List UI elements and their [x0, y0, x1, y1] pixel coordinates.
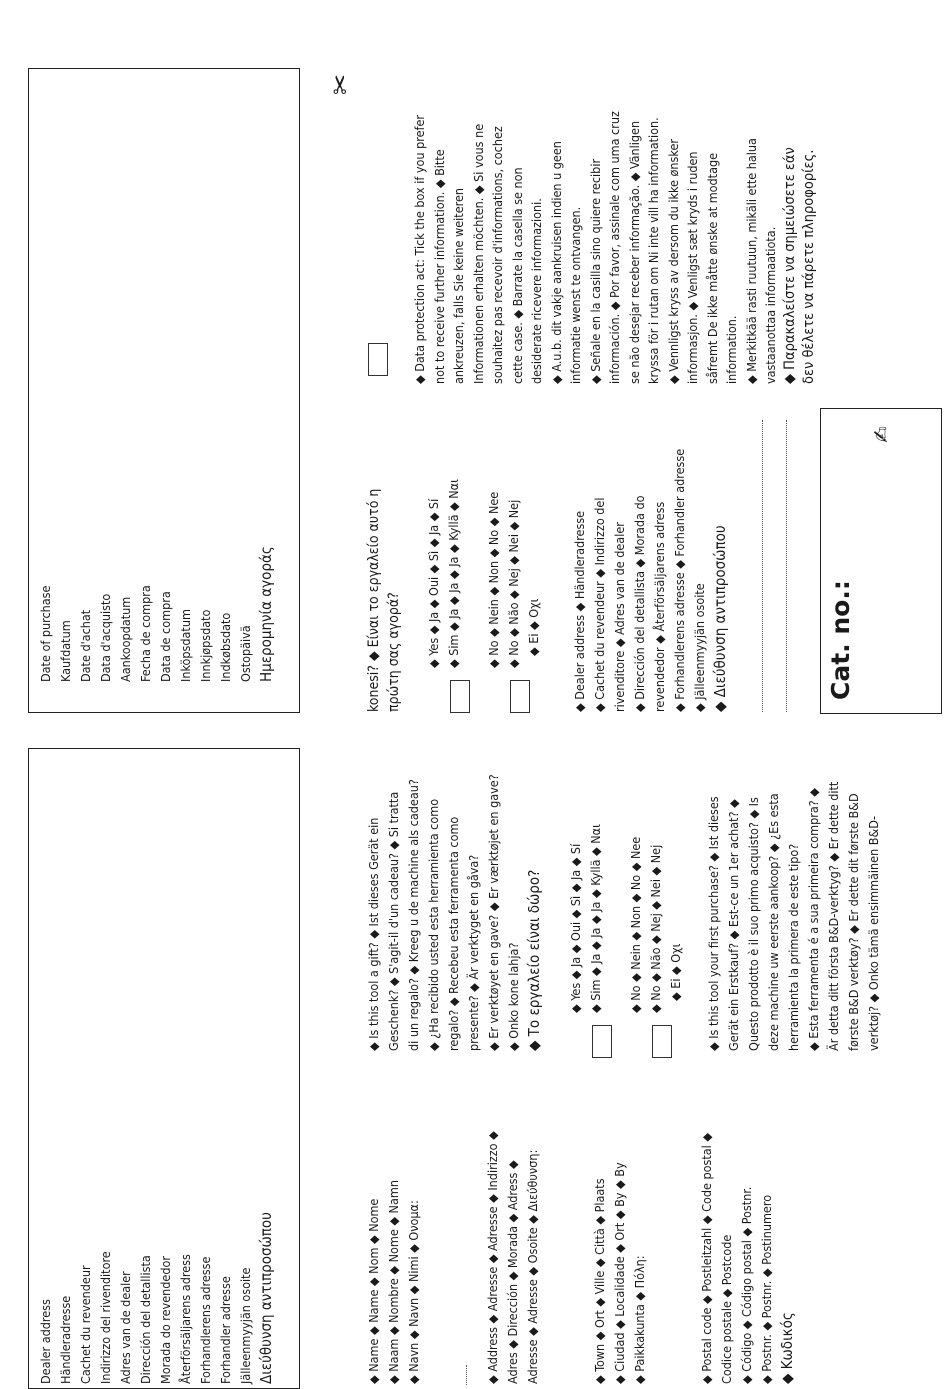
- purchase-date-line: Inköpsdatum: [178, 609, 193, 682]
- dealer-address-cont-line: ◆ Jälleenmyyjän osoite: [692, 583, 707, 712]
- first-yes-options: [424, 348, 464, 668]
- dealer-address-line: Händleradresse: [58, 1295, 73, 1384]
- gift-question-line: ◆ Onko kone lahja?: [506, 942, 521, 1051]
- first-no-options: [484, 348, 544, 668]
- data-protection-line: ◆ A.u.b. dit vakje aankruisen indien u geen: [548, 141, 564, 384]
- gift-yes-options: [566, 693, 606, 1013]
- first-no-line-2: ◆ No ◆ Não ◆ Nej ◆ Nei ◆ Nej: [506, 499, 521, 668]
- purchase-date-line: Ημερομηνία αγοράς: [257, 546, 275, 682]
- first-yes-line-1: ◆ Yes ◆ Ja ◆ Oui ◆ Sì ◆ Ja ◆ Sí: [426, 498, 441, 668]
- gift-no-line-1: ◆ No ◆ Nein ◆ Non ◆ No ◆ Nee: [628, 836, 643, 1013]
- gift-question-line: ◆ Is this tool a gift? ◆ Ist dieses Gerät ein: [366, 817, 381, 1051]
- cat-no-label: Cat. no.:: [826, 580, 855, 700]
- town-label-line: ◆ Paikkakunta ◆ Πόλη:: [632, 1255, 647, 1384]
- gift-question-line: Geschenk? ◆ S'agit-il d'un cadeau? ◆ Si tratta: [386, 791, 401, 1051]
- first-purchase-cont-line: konesi? ◆ Είναι το εργαλείο αυτό η: [366, 488, 382, 712]
- dealer-line-2: [786, 420, 787, 712]
- data-protection-line: såfremt De ikke måtte ønske at modtage: [704, 152, 720, 384]
- postal-label-line: ◆ Postal code ◆ Postleitzahl ◆ Code postal ◆: [699, 1133, 714, 1384]
- data-protection-line: souhaitez pas recevoir d'informations, cochez: [490, 126, 505, 384]
- gift-no-line-2: ◆ No ◆ Não ◆ Nej ◆ Nei ◆ Nej: [648, 844, 663, 1013]
- first-yes-checkbox[interactable]: [450, 680, 470, 713]
- data-protection-line: informatie wenst te ontvangen.: [568, 206, 583, 384]
- data-protection-checkbox[interactable]: [368, 343, 388, 376]
- gift-no-checkbox[interactable]: [652, 1025, 672, 1058]
- dealer-address-line: Morada do revendedor: [158, 1256, 173, 1384]
- purchase-date-line: Indkøbsdato: [218, 612, 233, 682]
- first-purchase-question-line: herramienta la primera de este tipo?: [786, 843, 801, 1051]
- purchase-date-labels: [36, 82, 276, 682]
- first-purchase-question-line: deze machine uw eerste aankoop? ◆ ¿Es esta: [766, 793, 781, 1051]
- gift-question-line: ◆ Το εργαλείο είναι δώρο?: [525, 869, 543, 1051]
- data-protection-line: information.: [724, 315, 739, 384]
- data-protection-line: se não desejar receber informação. ◆ Vänligen: [626, 120, 642, 384]
- purchase-date-line: Data d'acquisto: [98, 593, 113, 682]
- name-label: [364, 1124, 797, 1384]
- data-protection-line: ◆ Παρακαλείστε να σημειώσετε εάν: [781, 147, 798, 384]
- data-protection-text: [410, 64, 820, 384]
- data-protection-line: informasjon. ◆ Venligst sæt kryds i ruden: [685, 151, 700, 384]
- gift-yes-checkbox[interactable]: [592, 1025, 612, 1058]
- name-label-line: ◆ Name ◆ Name ◆ Nom ◆ Nome: [366, 1198, 381, 1384]
- gift-question-line: ◆ Er verktøyet en gave? ◆ Er værktøjet en gave?: [486, 774, 501, 1051]
- dealer-address-line: Forhandlerens adresse: [198, 1256, 213, 1384]
- purchase-date-line: Date of purchase: [38, 585, 53, 682]
- gift-question-line: di un regalo? ◆ Kreeg u de machine als cadeau?: [406, 779, 421, 1051]
- first-purchase-question-line: første B&D verktøy? ◆ Er dette dit første B&D: [846, 793, 861, 1051]
- data-protection-line: vastaanottaa informaatiota.: [763, 226, 778, 384]
- dealer-address-line: Indirizzo del rivenditore: [98, 1251, 113, 1384]
- data-protection-line: ◆ Data protection act: Tick the box if you prefer: [412, 114, 427, 384]
- dealer-address-line: Forhandler adresse: [218, 1276, 233, 1384]
- first-purchase-question-cont: [364, 392, 404, 712]
- dealer-address-line: Cachet du revendeur: [78, 1265, 93, 1384]
- dealer-address-line: Jälleenmyyjän osoite: [238, 1267, 253, 1384]
- data-protection-line: cette case. ◆ Barrate la casella se non: [509, 167, 525, 384]
- data-protection-line: desiderate ricevere informazioni.: [529, 198, 544, 384]
- name-label-line: ◆ Navn ◆ Navn ◆ Nimi ◆ Ονομα:: [406, 1200, 421, 1384]
- dealer-address-cont-line: ◆ Forhandlerens adresse ◆ Forhandler adresse: [672, 448, 687, 712]
- gift-no-line-3: ◆ Ei ◆ Οχι: [668, 943, 683, 1001]
- first-purchase-question-line: Gerät ein Erstkauf? ◆ Est-ce un 1er achat? ◆: [726, 799, 741, 1051]
- dealer-address-line: Återförsäljarens adress: [178, 1254, 193, 1384]
- dealer-address-cont-line: ◆ Cachet du revendeur ◆ Indirizzo del: [592, 497, 607, 712]
- postal-label-line: ◆ Postnr. ◆ Postnr. ◆ Postinumero: [759, 1194, 774, 1384]
- postal-label-line: ◆ Código ◆ Código postal ◆ Postnr.: [739, 1186, 754, 1384]
- data-protection-line: Informationen erhalten möchten. ◆ Si vous ne: [470, 123, 486, 384]
- dealer-address-cont-line: rivenditore ◆ Adres van de dealer: [612, 522, 627, 712]
- address-label-line: Adresse ◆ Adresse ◆ Osoite ◆ Διεύθυνση:: [525, 1149, 540, 1384]
- dealer-address-line: Dealer address: [38, 1299, 53, 1384]
- purchase-date-line: Date d'achat: [78, 609, 93, 682]
- data-protection-line: kryssa för i rutan om Ni inte vill ha information.: [646, 117, 661, 384]
- data-protection-line: not to receive further information. ◆ Bitte: [431, 149, 447, 384]
- dealer-address-line: Διεύθυνση αντιπροσώπου: [257, 1212, 275, 1384]
- first-no-line-3: ◆ Ei ◆ Οχι: [526, 598, 541, 656]
- purchase-date-line: Kaufdatum: [58, 620, 73, 682]
- dealer-line-1: [762, 420, 763, 712]
- data-protection-line: ◆ Vennligst kryss av dersom du ikke ønsker: [665, 139, 681, 384]
- first-purchase-question: [704, 731, 884, 1051]
- first-purchase-question-line: ◆ Esta ferramenta é a sua primeira compra? ◆: [806, 788, 821, 1051]
- data-protection-line: ◆ Señale en la casilla sino quiere recibir: [587, 158, 603, 384]
- dealer-address-cont-line: ◆ Dealer address ◆ Händleradresse: [572, 510, 587, 712]
- pen-icon: ✍: [869, 426, 895, 443]
- first-yes-line-2: ◆ Sim ◆ Ja ◆ Ja ◆ Ja ◆ Kyllä ◆ Ναι: [446, 479, 461, 668]
- data-protection-line: información. ◆ Por favor, assinale com uma cruz: [607, 111, 622, 384]
- name-label-line: ◆ Naam ◆ Nombre ◆ Nome ◆ Namn: [386, 1180, 401, 1384]
- town-label-line: ◆ Ciudad ◆ Localidade ◆ Ort ◆ By ◆ By: [612, 1162, 627, 1384]
- purchase-date-line: Ostopäivä: [238, 625, 253, 682]
- first-purchase-question-line: Är detta ditt första B&D-verktyg? ◆ Er dette ditt: [826, 781, 841, 1051]
- gift-question-line: ◆ ¿Ha recibido usted esta herramienta como: [426, 798, 441, 1051]
- dealer-address-cont: [570, 392, 730, 712]
- address-label-line: Adres ◆ Dirección ◆ Morada ◆ Adress ◆: [505, 1160, 520, 1384]
- gift-yes-line-2: ◆ Sim ◆ Ja ◆ Ja ◆ Ja ◆ Kyllä ◆ Ναι: [588, 824, 603, 1013]
- scissors-icon: ✂: [324, 73, 358, 96]
- gift-yes-line-1: ◆ Yes ◆ Ja ◆ Oui ◆ Sì ◆ Ja ◆ Sí: [568, 843, 583, 1013]
- first-purchase-question-line: Questo prodotto è il suo primo acquisto? ◆ Is: [746, 797, 761, 1051]
- data-protection-line: ankreuzen, falls Sie keine weiteren: [451, 187, 466, 384]
- dealer-address-labels: [36, 784, 276, 1384]
- purchase-date-line: Fecha de compra: [138, 585, 153, 682]
- first-no-checkbox[interactable]: [510, 680, 530, 713]
- dealer-address-cont-line: ◆ Διεύθυνση αντιπροσώπου: [711, 525, 729, 712]
- address-label-line: ◆ Address ◆ Adresse ◆ Adresse ◆ Indirizzo ◆: [485, 1131, 500, 1384]
- purchase-date-line: Aankoopdatum: [118, 596, 133, 682]
- dealer-address-cont-line: revendedor ◆ Återförsäljarens adress: [652, 501, 667, 712]
- gift-question: [364, 731, 544, 1051]
- gift-no-options: [626, 693, 686, 1013]
- data-protection-line: ◆ Merkitkää rasti ruutuun, mikäli ette halua: [743, 138, 759, 384]
- first-no-line-1: ◆ No ◆ Nein ◆ Non ◆ No ◆ Nee: [486, 491, 501, 668]
- dealer-address-cont-line: ◆ Dirección del detallista ◆ Morada do: [632, 495, 647, 712]
- postal-label-line: ◆ Κωδικός: [778, 1312, 796, 1384]
- purchase-date-line: Innkjøpsdato: [198, 609, 213, 682]
- dealer-address-line: Dirección del detallista: [138, 1255, 153, 1384]
- first-purchase-question-line: verktøj? ◆ Onko tämä ensimmäinen B&D-: [866, 815, 881, 1051]
- purchase-date-line: Data de compra: [158, 591, 173, 682]
- town-label-line: ◆ Town ◆ Ort ◆ Ville ◆ Città ◆ Plaats: [592, 1178, 607, 1384]
- dealer-address-line: Adres van de dealer: [118, 1271, 133, 1384]
- gift-question-line: regalo? ◆ Recebeu esta ferramenta como: [446, 816, 461, 1051]
- gift-question-line: presente? ◆ Är verktyget en gåva?: [466, 854, 481, 1051]
- first-purchase-question-line: ◆ Is this tool your first purchase? ◆ Ist dieses: [706, 796, 721, 1051]
- data-protection-line: δεν θέλετε να πάρετε πληροφορίες.: [801, 149, 817, 384]
- postal-label-line: Codice postale ◆ Postcode: [719, 1234, 734, 1384]
- first-purchase-cont-line: πρώτη σας αγορά?: [386, 592, 402, 712]
